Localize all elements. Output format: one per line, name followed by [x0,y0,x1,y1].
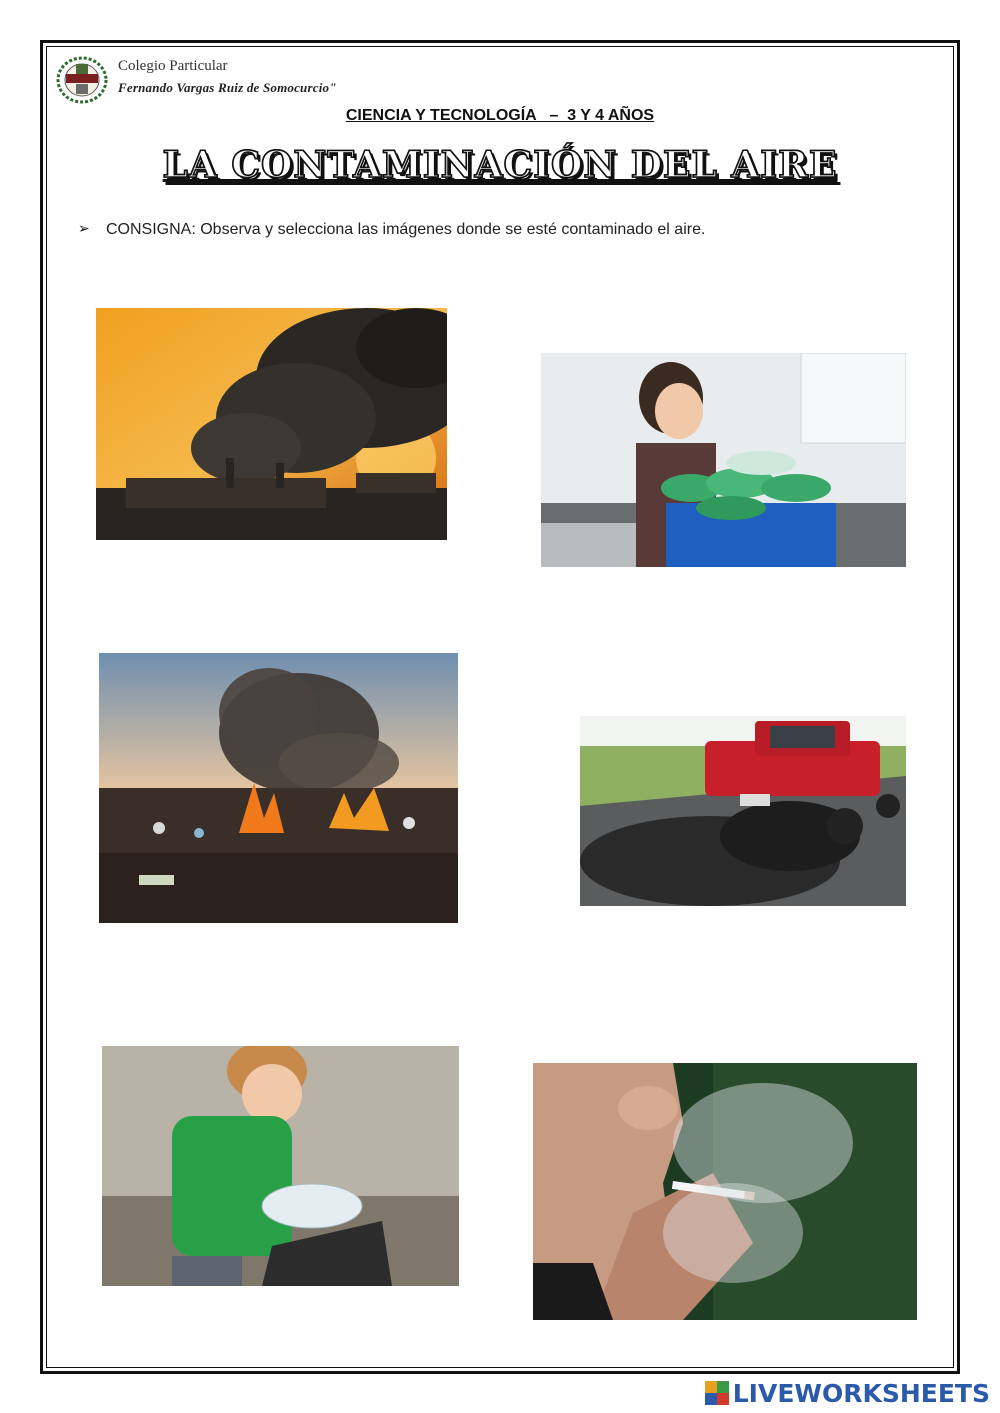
school-name-line2: Fernando Vargas Ruiz de Somocurcio" [118,80,337,95]
page-title: LA CONTAMINACIÓN DEL AIRE [162,144,838,186]
liveworksheets-logo-icon [705,1381,729,1405]
image-boy-collecting-bottles[interactable] [102,1046,459,1286]
image-truck-exhaust[interactable] [580,716,906,906]
arrow-bullet-icon: ➢ [78,220,90,236]
school-crest-icon [56,56,108,104]
liveworksheets-brand[interactable] [705,1377,990,1409]
image-burning-garbage[interactable] [99,653,458,923]
school-name-line1: Colegio Particular [118,58,228,74]
subject-heading: CIENCIA Y TECNOLOGÍA – 3 Y 4 AÑOS [345,107,655,124]
instruction-text: CONSIGNA: Observa y selecciona las imágenes donde se esté contaminado el aire. [106,221,706,238]
image-man-smoking[interactable] [533,1063,917,1320]
liveworksheets-wordmark: LIVEWORKSHEETS [732,1378,990,1408]
image-girl-recycling-bottles[interactable] [541,353,906,567]
image-factory-smoke[interactable] [96,308,447,540]
